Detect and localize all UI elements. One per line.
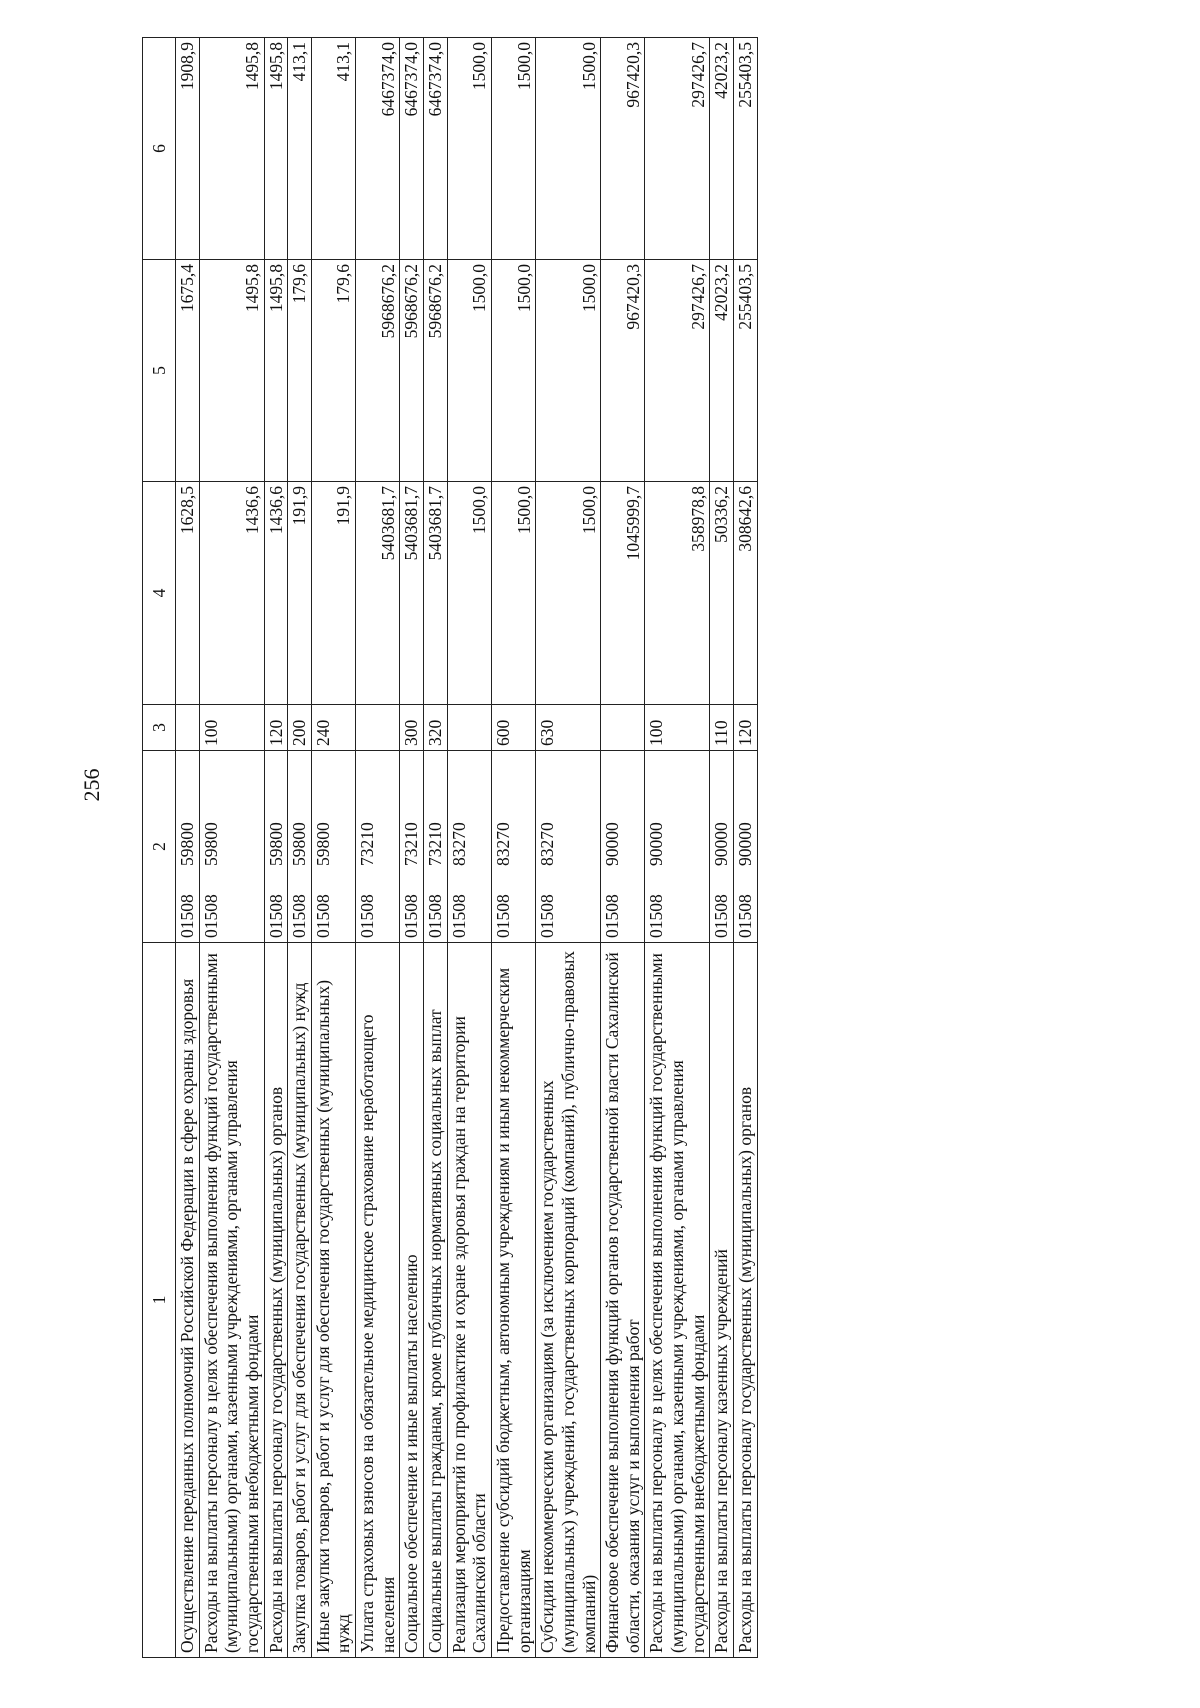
row-section-code: 01508 bbox=[289, 894, 310, 938]
row-expense-type: 240 bbox=[311, 705, 355, 751]
row-expense-type: 100 bbox=[199, 705, 264, 751]
row-value-col6: 1500,0 bbox=[447, 38, 491, 260]
row-expense-type bbox=[356, 705, 400, 751]
header-row bbox=[143, 38, 176, 1658]
row-name: Закупка товаров, работ и услуг для обеспечения государственных (муниципальных) нужд bbox=[288, 943, 312, 1658]
row-expense-type: 300 bbox=[400, 705, 424, 751]
row-value-col5: 42023,2 bbox=[710, 260, 734, 482]
row-value-col4: 1045999,7 bbox=[601, 482, 645, 705]
row-section-code: 01508 bbox=[401, 894, 422, 938]
row-value-col5: 1500,0 bbox=[536, 260, 601, 482]
row-value-col6: 1495,8 bbox=[264, 38, 288, 260]
table-row bbox=[176, 38, 200, 1658]
table-row bbox=[264, 38, 288, 1658]
row-value-col6: 6467374,0 bbox=[400, 38, 424, 260]
row-section-code: 01508 bbox=[265, 894, 286, 938]
row-expense-type: 100 bbox=[645, 705, 710, 751]
row-value-col4: 1436,6 bbox=[264, 482, 288, 705]
row-name: Иные закупки товаров, работ и услуг для обеспечения государственных (муниципальных) нужд bbox=[311, 943, 355, 1658]
row-value-col6: 297426,7 bbox=[645, 38, 710, 260]
row-value-col5: 297426,7 bbox=[645, 260, 710, 482]
row-value-col5: 967420,3 bbox=[601, 260, 645, 482]
row-name: Субсидии некоммерческим организациям (за исключением государственных (муниципальных) учреждений, государственных корпораций (компаний), публично-правовых компаний) bbox=[536, 943, 601, 1658]
header-col-2: 2 bbox=[143, 751, 176, 943]
row-value-col6: 967420,3 bbox=[601, 38, 645, 260]
row-name: Расходы на выплаты персоналу казенных учреждений bbox=[710, 943, 734, 1658]
table-row bbox=[424, 38, 448, 1658]
row-target-code: 59800 bbox=[289, 822, 310, 866]
row-value-col6: 413,1 bbox=[311, 38, 355, 260]
row-value-col6: 255403,5 bbox=[734, 38, 758, 260]
row-value-col4: 5403681,7 bbox=[400, 482, 424, 705]
row-target-code: 83270 bbox=[537, 822, 558, 866]
table-row bbox=[710, 38, 734, 1658]
row-target-code: 83270 bbox=[448, 822, 469, 866]
row-expense-type bbox=[176, 705, 200, 751]
row-value-col4: 191,9 bbox=[288, 482, 312, 705]
row-expense-type bbox=[601, 705, 645, 751]
row-name: Финансовое обеспечение выполнения функций органов государственной власти Сахалинской области, оказания услуг и выполнения работ bbox=[601, 943, 645, 1658]
row-value-col4: 1436,6 bbox=[199, 482, 264, 705]
row-name: Социальное обеспечение и иные выплаты населению bbox=[400, 943, 424, 1658]
header-col-6: 6 bbox=[143, 38, 176, 260]
row-value-col4: 1500,0 bbox=[536, 482, 601, 705]
row-value-col6: 42023,2 bbox=[710, 38, 734, 260]
row-code bbox=[645, 751, 710, 943]
row-expense-type bbox=[447, 705, 491, 751]
row-code bbox=[288, 751, 312, 943]
row-value-col6: 1500,0 bbox=[491, 38, 535, 260]
row-value-col4: 5403681,7 bbox=[424, 482, 448, 705]
row-name: Осуществление переданных полномочий Российской Федерации в сфере охраны здоровья bbox=[176, 943, 200, 1658]
budget-table bbox=[142, 37, 758, 1658]
row-expense-type: 200 bbox=[288, 705, 312, 751]
row-section-code: 01508 bbox=[492, 894, 513, 938]
row-value-col6: 1500,0 bbox=[536, 38, 601, 260]
row-section-code: 01508 bbox=[711, 894, 732, 938]
row-code bbox=[491, 751, 535, 943]
row-target-code: 83270 bbox=[492, 822, 513, 866]
row-target-code: 90000 bbox=[735, 822, 756, 866]
header-col-5: 5 bbox=[143, 260, 176, 482]
row-section-code: 01508 bbox=[312, 894, 333, 938]
row-name: Уплата страховых взносов на обязательное медицинское страхование неработающего населения bbox=[356, 943, 400, 1658]
row-section-code: 01508 bbox=[537, 894, 558, 938]
row-section-code: 01508 bbox=[646, 894, 667, 938]
row-value-col5: 1495,8 bbox=[264, 260, 288, 482]
row-code bbox=[734, 751, 758, 943]
row-expense-type: 600 bbox=[491, 705, 535, 751]
row-code bbox=[264, 751, 288, 943]
row-section-code: 01508 bbox=[177, 894, 197, 938]
page-number: 256 bbox=[79, 768, 104, 802]
table-row bbox=[491, 38, 535, 1658]
row-code bbox=[447, 751, 491, 943]
row-value-col4: 358978,8 bbox=[645, 482, 710, 705]
row-code bbox=[536, 751, 601, 943]
rotated-page-content bbox=[142, 38, 1158, 1658]
row-section-code: 01508 bbox=[448, 894, 469, 938]
row-value-col5: 1495,8 bbox=[199, 260, 264, 482]
row-value-col5: 179,6 bbox=[288, 260, 312, 482]
row-target-code: 90000 bbox=[602, 822, 623, 866]
row-value-col4: 50336,2 bbox=[710, 482, 734, 705]
table-row bbox=[199, 38, 264, 1658]
header-col-4: 4 bbox=[143, 482, 176, 705]
table-row bbox=[734, 38, 758, 1658]
row-value-col5: 5968676,2 bbox=[400, 260, 424, 482]
row-target-code: 59800 bbox=[312, 822, 333, 866]
row-section-code: 01508 bbox=[425, 894, 446, 938]
table-row bbox=[400, 38, 424, 1658]
row-value-col4: 308642,6 bbox=[734, 482, 758, 705]
row-code bbox=[356, 751, 400, 943]
row-name: Расходы на выплаты персоналу в целях обеспечения выполнения функций государственными (муниципальными) органами, казенными учреждениями, органами управления государственными внебюджетными фондами bbox=[645, 943, 710, 1658]
row-target-code: 59800 bbox=[265, 822, 286, 866]
row-section-code: 01508 bbox=[200, 894, 221, 938]
table-row bbox=[356, 38, 400, 1658]
table-row bbox=[288, 38, 312, 1658]
row-code bbox=[199, 751, 264, 943]
row-value-col4: 1500,0 bbox=[491, 482, 535, 705]
row-section-code: 01508 bbox=[602, 894, 623, 938]
row-value-col5: 255403,5 bbox=[734, 260, 758, 482]
table-row bbox=[447, 38, 491, 1658]
row-name: Расходы на выплаты персоналу государственных (муниципальных) органов bbox=[734, 943, 758, 1658]
row-name: Реализация мероприятий по профилактике и охране здоровья граждан на территории Сахалинской области bbox=[447, 943, 491, 1658]
row-name: Расходы на выплаты персоналу в целях обеспечения выполнения функций государственными (муниципальными) органами, казенными учреждениями, органами управления государственными внебюджетными фондами bbox=[199, 943, 264, 1658]
row-value-col5: 179,6 bbox=[311, 260, 355, 482]
row-value-col6: 1908,9 bbox=[176, 38, 200, 260]
header-col-3: 3 bbox=[143, 705, 176, 751]
row-value-col5: 1500,0 bbox=[491, 260, 535, 482]
row-expense-type: 120 bbox=[734, 705, 758, 751]
row-value-col6: 6467374,0 bbox=[356, 38, 400, 260]
row-value-col4: 191,9 bbox=[311, 482, 355, 705]
row-value-col6: 6467374,0 bbox=[424, 38, 448, 260]
row-expense-type: 320 bbox=[424, 705, 448, 751]
row-expense-type: 630 bbox=[536, 705, 601, 751]
row-code bbox=[710, 751, 734, 943]
table-row bbox=[311, 38, 355, 1658]
table-row bbox=[601, 38, 645, 1658]
row-target-code: 73210 bbox=[425, 822, 446, 866]
row-code bbox=[400, 751, 424, 943]
row-target-code: 90000 bbox=[711, 822, 732, 866]
row-name: Социальные выплаты гражданам, кроме публичных нормативных социальных выплат bbox=[424, 943, 448, 1658]
row-code bbox=[424, 751, 448, 943]
row-name: Предоставление субсидий бюджетным, автономным учреждениям и иным некоммерческим организациям bbox=[491, 943, 535, 1658]
row-target-code: 59800 bbox=[200, 822, 221, 866]
row-value-col5: 1675,4 bbox=[176, 260, 200, 482]
row-value-col4: 5403681,7 bbox=[356, 482, 400, 705]
table-row bbox=[536, 38, 601, 1658]
row-name: Расходы на выплаты персоналу государственных (муниципальных) органов bbox=[264, 943, 288, 1658]
row-value-col4: 1500,0 bbox=[447, 482, 491, 705]
row-target-code: 90000 bbox=[646, 822, 667, 866]
rotated-table-stage bbox=[142, 38, 1158, 1658]
row-value-col5: 5968676,2 bbox=[424, 260, 448, 482]
table-row bbox=[645, 38, 710, 1658]
row-value-col6: 413,1 bbox=[288, 38, 312, 260]
row-code bbox=[311, 751, 355, 943]
row-code bbox=[176, 751, 200, 943]
row-section-code: 01508 bbox=[735, 894, 756, 938]
row-code bbox=[601, 751, 645, 943]
row-expense-type: 110 bbox=[710, 705, 734, 751]
row-target-code: 73210 bbox=[401, 822, 422, 866]
header-col-1: 1 bbox=[143, 943, 176, 1658]
row-target-code: 73210 bbox=[357, 822, 378, 866]
row-value-col4: 1628,5 bbox=[176, 482, 200, 705]
row-target-code: 59800 bbox=[177, 822, 197, 866]
row-expense-type: 120 bbox=[264, 705, 288, 751]
row-value-col6: 1495,8 bbox=[199, 38, 264, 260]
row-value-col5: 5968676,2 bbox=[356, 260, 400, 482]
row-section-code: 01508 bbox=[357, 894, 378, 938]
row-value-col5: 1500,0 bbox=[447, 260, 491, 482]
